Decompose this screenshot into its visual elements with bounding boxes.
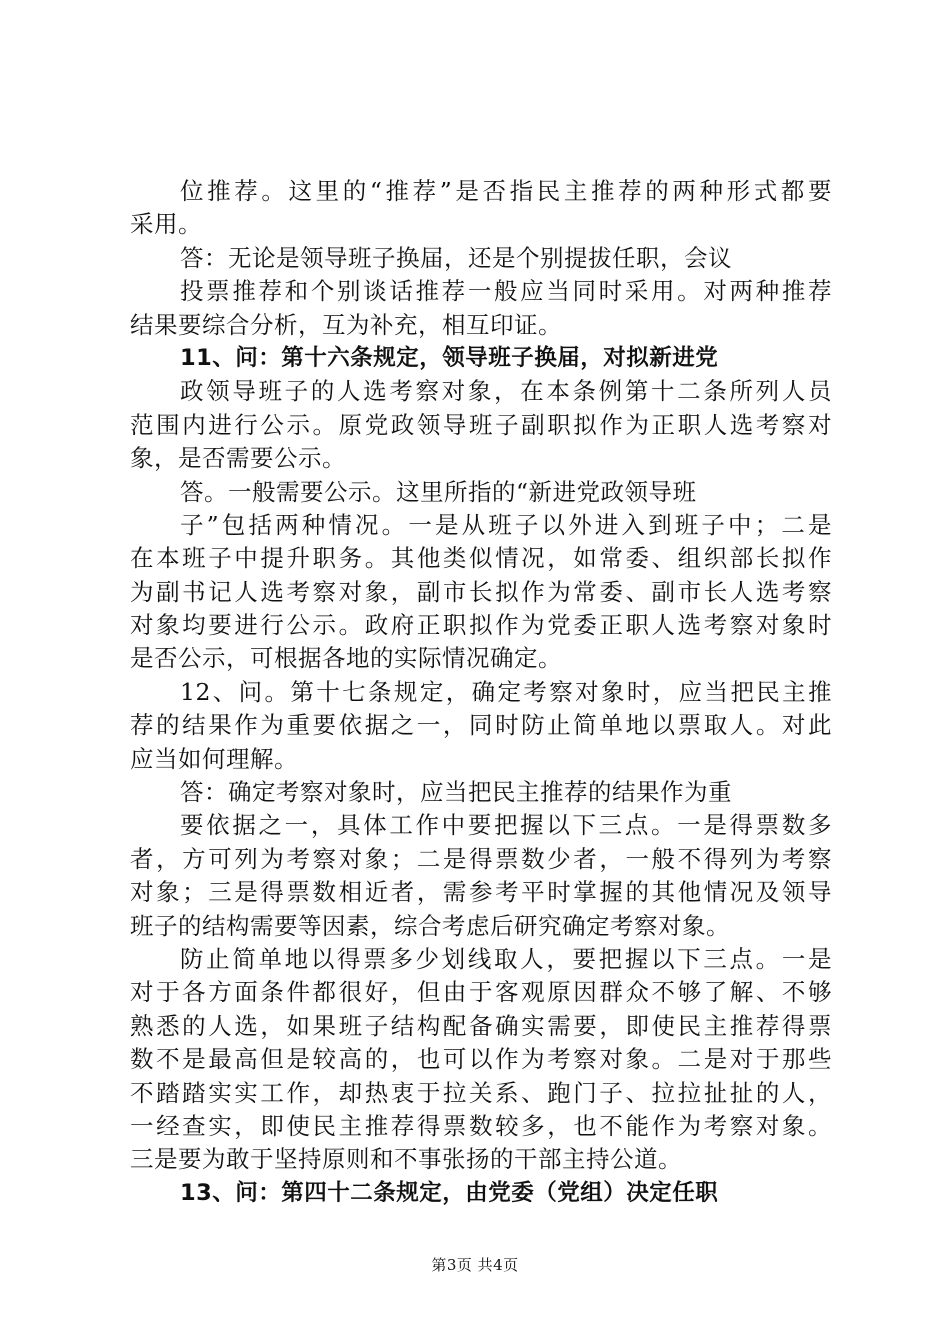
text-line: 位推荐。这里的“推荐”是否指民主推荐的两种形式都要 — [180, 177, 832, 205]
text-line: 子”包括两种情况。一是从班子以外进入到班子中；二是 — [180, 510, 832, 539]
text-line: 三是要为敢于坚持原则和不事张扬的干部主持公道。 — [130, 1145, 682, 1174]
answer-line: 答：确定考察对象时，应当把民主推荐的结果作为重 — [180, 778, 732, 807]
text-line: 班子的结构需要等因素，综合考虑后研究确定考察对象。 — [130, 911, 730, 940]
text-line: 数不是最高但是较高的，也可以作为考察对象。二是对于那些 — [130, 1045, 832, 1074]
answer-line: 答：无论是领导班子换届，还是个别提拔任职，会议 — [180, 243, 732, 272]
text-line: 防止简单地以得票多少划线取人，要把握以下三点。一是 — [180, 944, 832, 973]
text-line: 要依据之一，具体工作中要把握以下三点。一是得票数多 — [180, 811, 832, 840]
text-line: 熟悉的人选，如果班子结构配备确实需要，即使民主推荐得票 — [130, 1011, 832, 1040]
text-line: 是否公示，可根据各地的实际情况确定。 — [130, 644, 562, 673]
question-heading-11: 11、问：第十六条规定，领导班子换届，对拟新进党 — [180, 344, 719, 371]
question-line-12: 12、问。第十七条规定，确定考察对象时，应当把民主推 — [180, 677, 832, 706]
text-line: 一经查实，即使民主推荐得票数较多，也不能作为考察对象。 — [130, 1111, 832, 1140]
text-line: 采用。 — [130, 210, 202, 239]
question-heading-13: 13、问：第四十二条规定，由党委（党组）决定任职 — [180, 1179, 719, 1206]
text-line: 范围内进行公示。原党政领导班子副职拟作为正职人选考察对 — [130, 410, 832, 439]
page-number-footer: 第3页 共4页 — [431, 1256, 519, 1274]
text-line: 应当如何理解。 — [130, 744, 298, 773]
text-line: 为副书记人选考察对象，副市长拟作为常委、副市长人选考察 — [130, 577, 832, 606]
text-line: 者，方可列为考察对象；二是得票数少者，一般不得列为考察 — [130, 844, 832, 873]
text-line: 在本班子中提升职务。其他类似情况，如常委、组织部长拟作 — [130, 544, 832, 573]
text-line: 投票推荐和个别谈话推荐一般应当同时采用。对两种推荐 — [180, 277, 832, 306]
text-line: 对于各方面条件都很好，但由于客观原因群众不够了解、不够 — [130, 978, 832, 1007]
text-line: 对象；三是得票数相近者，需参考平时掌握的其他情况及领导 — [130, 878, 832, 907]
text-line: 象，是否需要公示。 — [130, 444, 346, 473]
text-line: 不踏踏实实工作，却热衷于拉关系、跑门子、拉拉扯扯的人， — [130, 1078, 832, 1107]
text-line: 荐的结果作为重要依据之一，同时防止简单地以票取人。对此 — [130, 711, 832, 740]
text-line: 政领导班子的人选考察对象，在本条例第十二条所列人员 — [180, 377, 832, 406]
answer-line: 答。一般需要公示。这里所指的“新进党政领导班 — [180, 477, 697, 506]
document-body — [130, 175, 832, 1210]
text-line: 对象均要进行公示。政府正职拟作为党委正职人选考察对象时 — [130, 611, 832, 640]
text-line: 结果要综合分析，互为补充，相互印证。 — [130, 310, 562, 339]
